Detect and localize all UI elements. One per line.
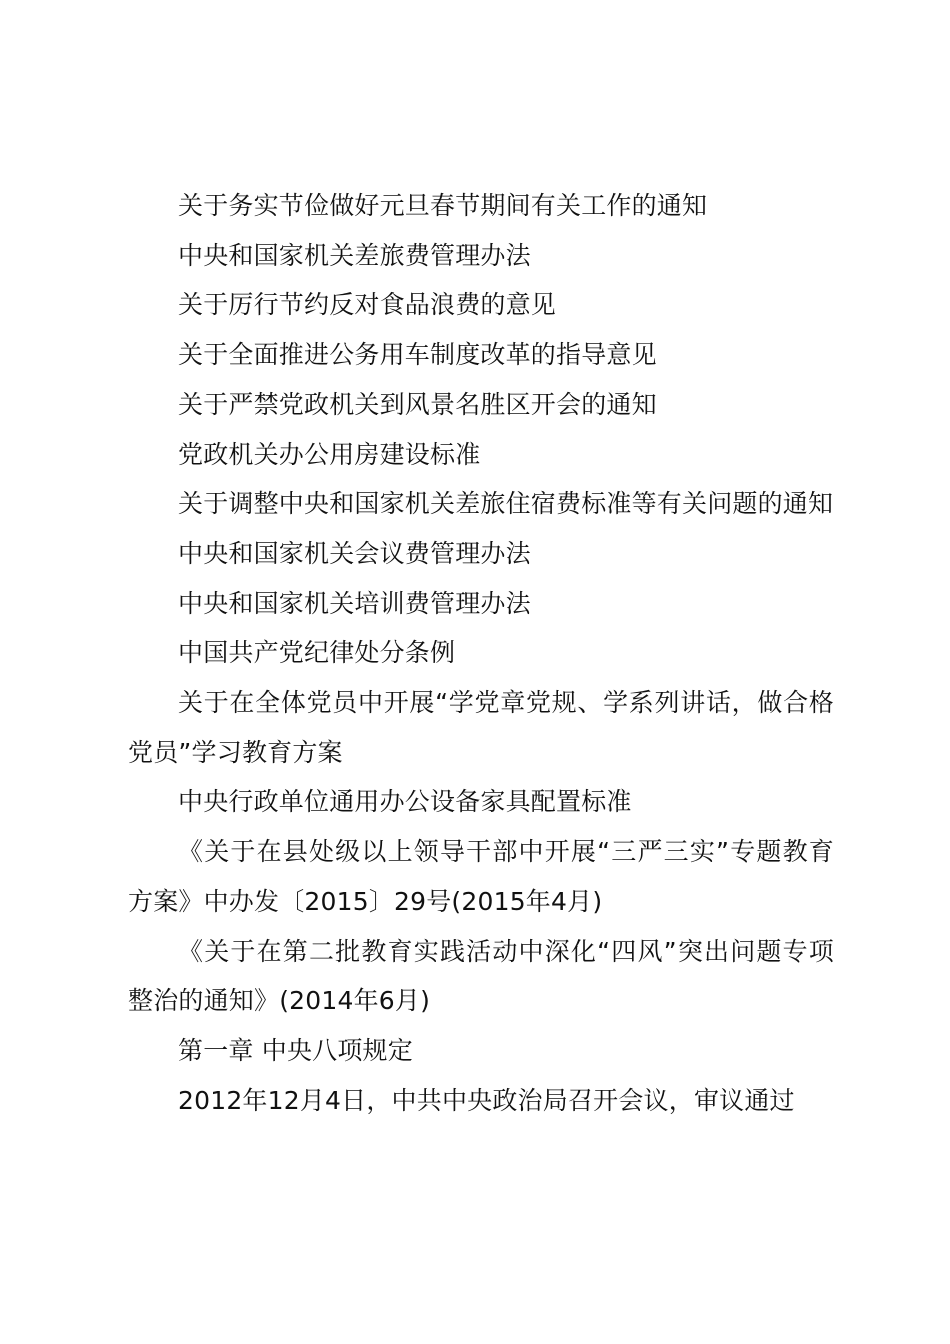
paragraph-5: 关于严禁党政机关到风景名胜区开会的通知 (178, 389, 657, 419)
paragraph-11: 关于在全体党员中开展“学党章党规、学系列讲话，做合格党员”学习教育方案 (128, 688, 834, 767)
paragraph-13: 《关于在县处级以上领导干部中开展“三严三实”专题教育方案》中办发〔2015〕29号(2015年4月) (128, 837, 834, 916)
paragraph-4: 关于全面推进公务用车制度改革的指导意见 (178, 340, 657, 370)
chapter-heading: 第一章 中央八项规定 (178, 1035, 413, 1065)
paragraph-12: 中央行政单位通用办公设备家具配置标准 (178, 787, 632, 817)
document-body (128, 181, 834, 1125)
paragraph-10: 中国共产党纪律处分条例 (178, 638, 456, 668)
paragraph-6: 党政机关办公用房建设标准 (178, 439, 481, 469)
paragraph-8: 中央和国家机关会议费管理办法 (178, 538, 531, 568)
paragraph-3: 关于厉行节约反对食品浪费的意见 (178, 290, 557, 320)
paragraph-9: 中央和国家机关培训费管理办法 (178, 588, 531, 618)
paragraph-1: 关于务实节俭做好元旦春节期间有关工作的通知 (178, 191, 708, 220)
paragraph-14: 《关于在第二批教育实践活动中深化“四风”突出问题专项整治的通知》(2014年6月) (128, 936, 834, 1016)
paragraph-16: 2012年12月4日，中共中央政治局召开会议，审议通过 (178, 1085, 795, 1115)
paragraph-2: 中央和国家机关差旅费管理办法 (178, 240, 531, 270)
paragraph-7: 关于调整中央和国家机关差旅住宿费标准等有关问题的通知 (178, 489, 834, 519)
